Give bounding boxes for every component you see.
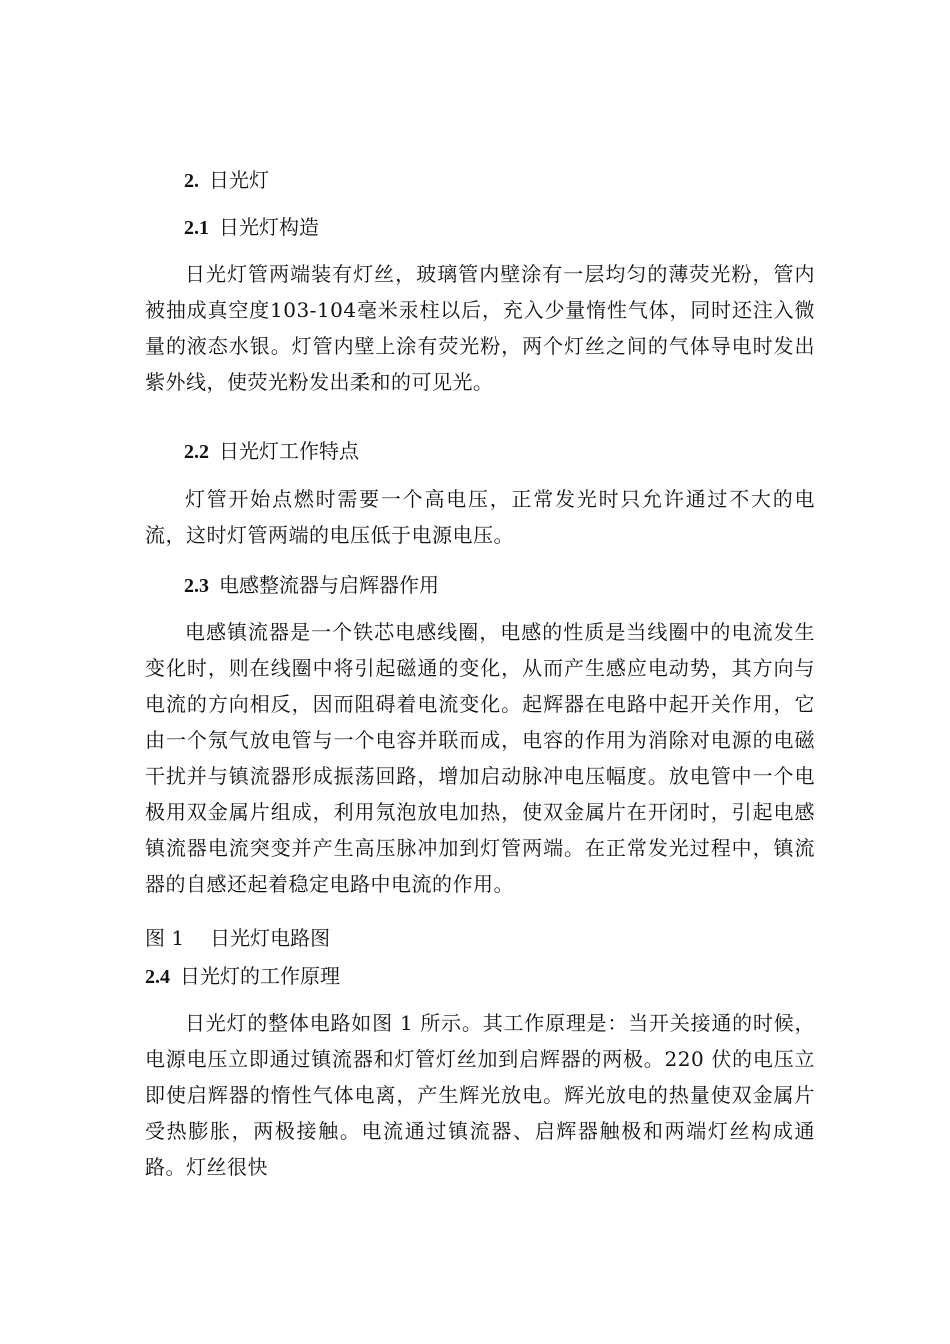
section-2-3-heading: [184, 570, 439, 601]
section-title: 电感整流器与启辉器作用: [219, 573, 439, 597]
section-2-4-heading: [145, 961, 340, 992]
section-2-heading: [184, 165, 269, 196]
section-title: 日光灯构造: [219, 215, 319, 239]
section-number: 2.3: [184, 575, 209, 597]
section-title: 日光灯工作特点: [219, 439, 359, 463]
section-2-1-paragraph: 日光灯管两端装有灯丝，玻璃管内壁涂有一层均匀的薄荧光粉，管内被抽成真空度103-104毫米汞柱以后，充入少量惰性气体，同时还注入微量的液态水银。灯管内壁上涂有荧光粉，两个灯丝之间的气体导电时发出紫外线，使荧光粉发出柔和的可见光。: [145, 262, 815, 394]
section-2-1-heading: [184, 212, 319, 243]
section-2-4-paragraph: 日光灯的整体电路如图 1 所示。其工作原理是：当开关接通的时候，电源电压立即通过镇流器和灯管灯丝加到启辉器的两极。220 伏的电压立即使启辉器的惰性气体电离，产生辉光放电。辉光放电的热量使双金属片受热膨胀，两极接触。电流通过镇流器、启辉器触极和两端灯丝构成通路。灯丝很快: [145, 1011, 815, 1179]
figure-1-caption: [145, 923, 330, 953]
section-number: 2.2: [184, 441, 209, 463]
section-title: 日光灯: [209, 168, 269, 192]
section-2-3-paragraph: 电感镇流器是一个铁芯电感线圈，电感的性质是当线圈中的电流发生变化时，则在线圈中将引起磁通的变化，从而产生感应电动势，其方向与电流的方向相反，因而阻碍着电流变化。起辉器在电路中起开关作用，它由一个氖气放电管与一个电容并联而成，电容的作用为消除对电源的电磁干扰并与镇流器形成振荡回路，增加启动脉冲电压幅度。放电管中一个电极用双金属片组成，利用氖泡放电加热，使双金属片在开闭时，引起电感镇流器电流突变并产生高压脉冲加到灯管两端。在正常发光过程中，镇流器的自感还起着稳定电路中电流的作用。: [145, 620, 815, 896]
section-2-2-paragraph: 灯管开始点燃时需要一个高电压，正常发光时只允许通过不大的电流，这时灯管两端的电压低于电源电压。: [145, 487, 815, 547]
section-number: 2.1: [184, 217, 209, 239]
figure-number: 图 1: [145, 926, 185, 950]
section-number: 2.: [184, 170, 199, 192]
section-2-2-heading: [184, 436, 359, 467]
section-title: 日光灯的工作原理: [180, 964, 340, 988]
figure-caption-text: 日光灯电路图: [210, 926, 331, 950]
section-number: 2.4: [145, 966, 170, 988]
